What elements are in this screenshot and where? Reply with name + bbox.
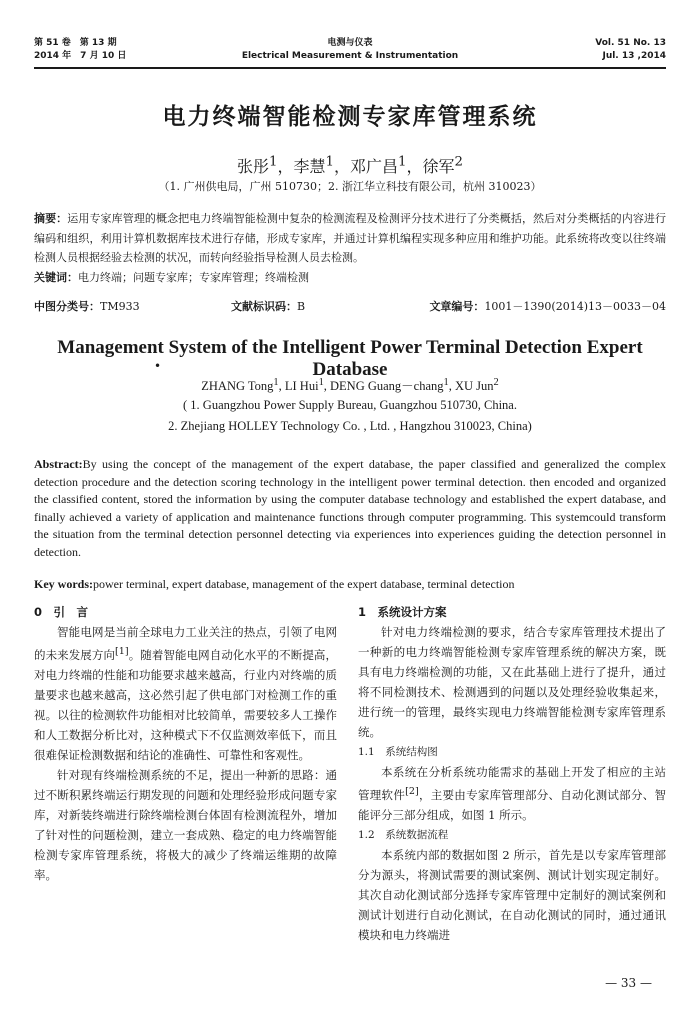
doc-code [231, 298, 305, 314]
header-date: 2014 年 7 月 10 日 [34, 51, 127, 61]
body-column-right [358, 602, 666, 945]
section-0-paragraph-1 [34, 622, 337, 765]
author-sup: 1 [273, 376, 279, 388]
keywords-cn-text: 电力终端；问题专家库；专家库管理；终端检测 [78, 270, 309, 284]
paragraph-text: ，主要由专家库管理部分、自动化测试部分、智能评分三部分组成，如图 1 所示。 [358, 787, 666, 822]
running-header [34, 37, 666, 67]
header-rule [34, 67, 666, 69]
author-sup: 1 [398, 154, 407, 170]
author-en: LI Hui [284, 379, 319, 393]
title-cn: 电力终端智能检测专家库管理系统 [162, 104, 538, 130]
citation: [2] [405, 786, 419, 797]
paragraph-text: 智能电网是当前全球电力工业关注的热点，引领了电网的未来发展方向 [34, 625, 337, 662]
title-en-mark: • [154, 359, 162, 373]
paragraph-text: 。随着智能电网自动化水平的不断提高，对电力终端的性能和功能要求越来越高，行业内对终端的质量要求也越来越高，这必然引起了供电部门对检测工作的重视。以往的检测软件功能相对比较简单，需要较多人工操作和人工数据分析比对，这种模式下不仅监测效率低下，而且很难保证检测数据和结论的准确性、可靠性和客观性。 [34, 647, 338, 762]
author-sup: 1 [325, 154, 334, 170]
art-value: 1001－1390(2014)13－0033－04 [484, 300, 666, 313]
abstract-en [34, 456, 666, 561]
authors-cn: 张彤$^1$，李慧$^1$，邓广昌$^1$，徐军$^2$ [236, 154, 464, 176]
article-number [429, 298, 666, 314]
section-1-2-heading: 1.2 系统数据流程 [358, 828, 449, 841]
keywords-en-text: power terminal, expert database, management of the expert database, terminal detection [93, 577, 515, 591]
section-1-paragraph: 针对电力终端检测的要求，结合专家库管理技术提出了一种新的电力终端智能检测专家库管理系统的解决方案，既具有电力终端检测的功能，又在此基础上进行了提升，通过将不同检测技术、检测遇到的问题以及处理经验收集起来，进行统一的管理，最终实现电力终端智能检测专家库管理系统。 [358, 625, 666, 739]
abstract-en-label: Abstract: [34, 457, 83, 471]
clc-value: TM933 [100, 300, 140, 313]
section-0-heading: 0 引 言 [34, 605, 89, 619]
header-volume: 第 51 卷 第 13 期 [34, 38, 117, 48]
doc-label: 文献标识码： [231, 300, 297, 313]
header-center [34, 37, 666, 63]
keywords-en [34, 577, 666, 592]
header-journal-cn: 电测与仪表 [327, 38, 373, 48]
clc-code [34, 298, 140, 314]
authors-en: ZHANG Tong$^1$, LI Hui$^1$, DENG Guang－chang$^1$, XU Jun$^2$ [201, 376, 499, 393]
clc-label: 中图分类号： [34, 300, 100, 313]
header-vol-en: Vol. 51 No. 13 [595, 38, 666, 48]
affiliation-en-2: 2. Zhejiang HOLLEY Technology Co. , Ltd. , Hangzhou 310023, China) [168, 419, 532, 433]
affiliation-en-1: ( 1. Guangzhou Power Supply Bureau, Guangzhou 510730, China. [183, 398, 517, 412]
author-en: XU Jun [454, 379, 494, 393]
section-0-paragraph-2: 针对现有终端检测系统的不足，提出一种新的思路：通过不断积累终端运行期发现的问题和处理经验形成问题专家库，对新装终端进行除终端检测台体固有检测流程外，增加了针对性的问题检测，建立一套成熟、稳定的电力终端智能检测专家库管理系统，将极大的减少了终端运维期的故障率。 [34, 767, 337, 882]
header-journal-en: Electrical Measurement & Instrumentation [241, 51, 459, 61]
page-number: — 33 — [605, 976, 652, 990]
citation: [1] [115, 646, 129, 657]
author-cn: 张彤 [236, 157, 269, 176]
author-sup: 2 [493, 376, 499, 388]
classification-row [34, 298, 666, 318]
abstract-cn-label: 摘要： [34, 212, 68, 225]
author-cn: 邓广昌 [350, 157, 399, 176]
keywords-en-label: Key words: [34, 577, 93, 591]
section-1-2-paragraph: 本系统内部的数据如图 2 所示，首先是以专家库管理部分为源头，将测试需要的测试案例、测试计划实现定制好。其次自动化测试部分选择专家库管理中定制好的测试案例和测试计划进行自动化测试，在自动化测试的同时，通过通讯模块和电力终端进 [358, 847, 666, 942]
body-column-left [34, 602, 337, 885]
section-1-1-paragraph [358, 762, 666, 825]
abstract-cn [34, 209, 666, 287]
author-cn: 李慧 [293, 157, 326, 176]
author-en: ZHANG Tong [201, 379, 274, 393]
section-1-1-heading: 1.1 系统结构图 [358, 746, 438, 758]
header-right [595, 37, 666, 63]
abstract-cn-text: 运用专家库管理的概念把电力终端智能检测中复杂的检测流程及检测评分技术进行了分类概括，然后对分类概括的内容进行编码和组织，利用计算机数据库技术进行存储，形成专家库，并通过计算机编程实现多种应用和维护功能。此系统将改变以往终端检测人员根据经验去检测的状况，而转向经验指导检测人员去检测。 [34, 212, 667, 264]
abstract-en-text: By using the concept of the management of the expert database, the paper classified and generalized the complex detection procedure and the detection scoring technology in the intelligent power terminal detection. then encoded and organized the classified content, stored the information by using the computer database technology and established the expert database, and finally achieved a variety of application and maintenance functions through computer programming. This systemcould transform the situation from the terminal detection personnel detecting via experiences into experiences guiding the detection personnel in detection. [34, 457, 666, 559]
author-sup: 1 [268, 154, 278, 170]
author-en: DENG Guang－chang [330, 379, 444, 393]
keywords-cn-label: 关键词： [34, 270, 78, 284]
affiliation-cn: （1. 广州供电局，广州 510730；2. 浙江华立科技有限公司，杭州 310023） [158, 180, 542, 193]
section-1-heading: 1 系统设计方案 [358, 605, 447, 619]
doc-value: B [297, 300, 306, 313]
author-cn: 徐军 [422, 157, 455, 176]
art-label: 文章编号： [429, 300, 485, 313]
author-sup: 2 [454, 154, 464, 170]
title-en: Management System of the Intelligent Power Terminal Detection Expert Database [57, 337, 643, 380]
header-date-en: Jul. 13 ,2014 [602, 51, 666, 61]
paragraph-text: 本系统在分析系统功能需求的基础上开发了相应的主站管理软件 [358, 765, 666, 802]
author-sup: 1 [443, 376, 449, 388]
author-sup: 1 [318, 376, 324, 388]
